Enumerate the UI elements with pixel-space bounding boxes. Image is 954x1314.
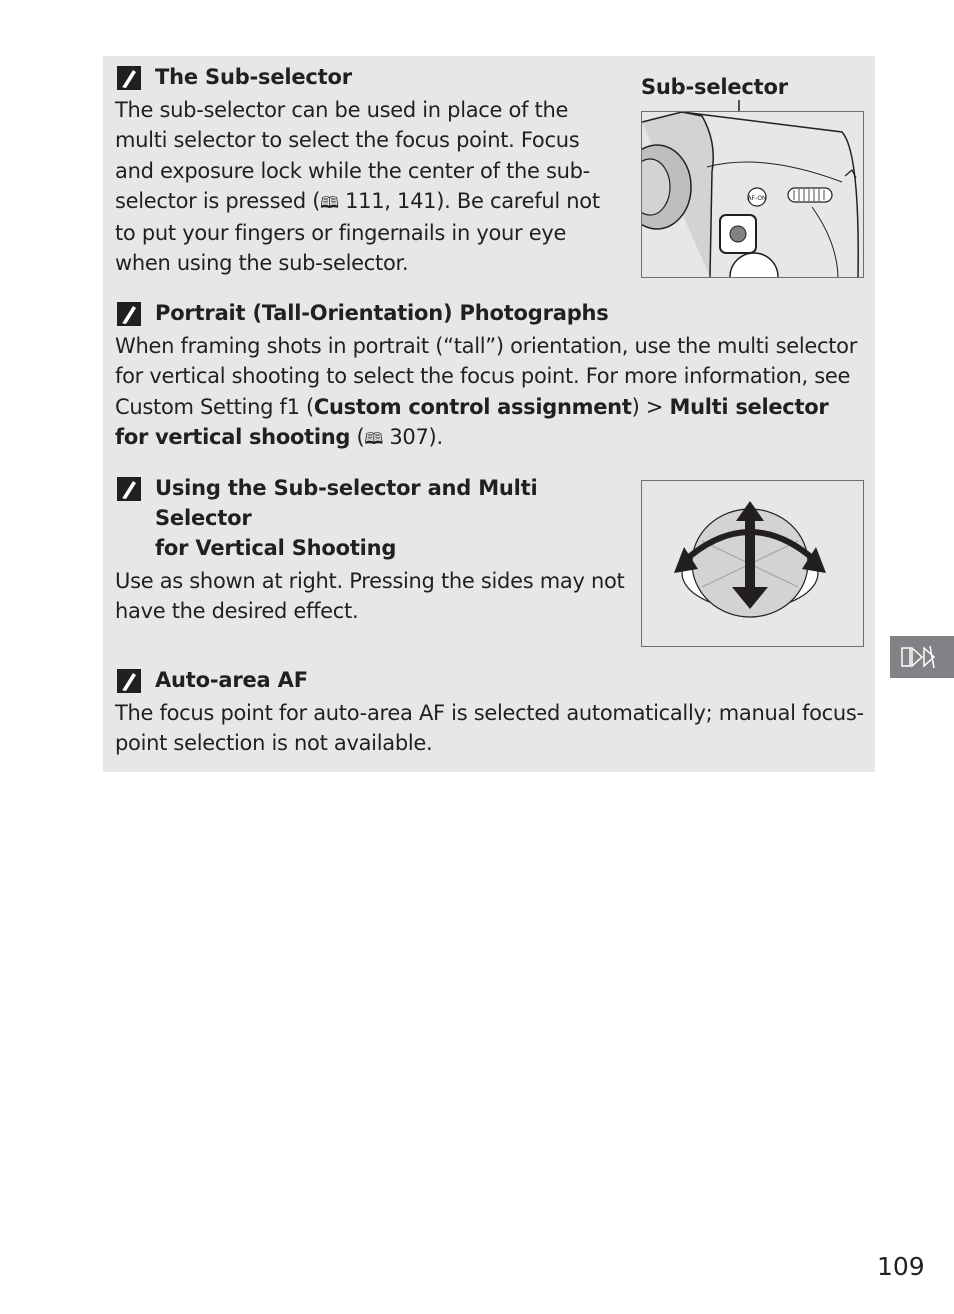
- book-icon: 🕮: [320, 192, 339, 212]
- note-icon: [117, 302, 141, 326]
- note-portrait: [115, 298, 865, 454]
- note-title-auto-area: Auto-area AF: [115, 665, 865, 695]
- note-body-sub-selector: The sub-selector can be used in place of the multi selector to select the focus point. Focus and exposure lock while the center of the sub-selector is pressed (🕮 111, 141). Be careful not to put your fingers or fingernails in your eye when using the sub-selector.: [115, 98, 600, 276]
- note-sub-selector: [115, 62, 615, 279]
- multi-selector-illustration: [641, 480, 864, 647]
- page-ref-111-141[interactable]: 111, 141: [345, 188, 437, 213]
- note-body-portrait: When framing shots in portrait (“tall”) orientation, use the multi selector for vertical shooting to select the focus point. For more information, see Custom Setting f1 (Custom control assignment) > Multi selector for vertical shooting (🕮 307).: [115, 334, 858, 449]
- figure-label-sub-selector: Sub-selector: [641, 75, 788, 99]
- note-icon: [117, 477, 141, 501]
- camera-back-illustration: [641, 111, 864, 278]
- menu-item-multi-selector-vertical: Multi selector for vertical shooting: [115, 394, 829, 449]
- multi-selector-drawing: [642, 481, 863, 646]
- page-ref-307[interactable]: 307: [389, 424, 429, 449]
- note-multi-selector: [115, 473, 635, 627]
- note-title-multi-selector: Using the Sub-selector and Multi Selector for Vertical Shooting: [115, 473, 635, 563]
- camera-back-drawing: [642, 112, 863, 277]
- note-title-portrait: Portrait (Tall-Orientation) Photographs: [115, 298, 865, 328]
- chapter-tab[interactable]: [890, 636, 954, 678]
- note-body-auto-area: The focus point for auto-area AF is selected automatically; manual focus-point selection is not available.: [115, 701, 864, 756]
- note-title-sub-selector: The Sub-selector: [115, 62, 615, 92]
- book-icon: 🕮: [364, 428, 383, 448]
- shooting-menu-tab-icon: [890, 636, 954, 678]
- page-number: 109: [877, 1252, 925, 1281]
- note-icon: [117, 669, 141, 693]
- note-body-multi-selector: Use as shown at right. Pressing the sides may not have the desired effect.: [115, 569, 625, 624]
- note-auto-area: [115, 665, 865, 759]
- af-on-button-label: AF-ON: [747, 195, 767, 202]
- menu-item-custom-control-assignment: Custom control assignment: [313, 394, 632, 419]
- notes-panel: [103, 56, 875, 772]
- note-icon: [117, 66, 141, 90]
